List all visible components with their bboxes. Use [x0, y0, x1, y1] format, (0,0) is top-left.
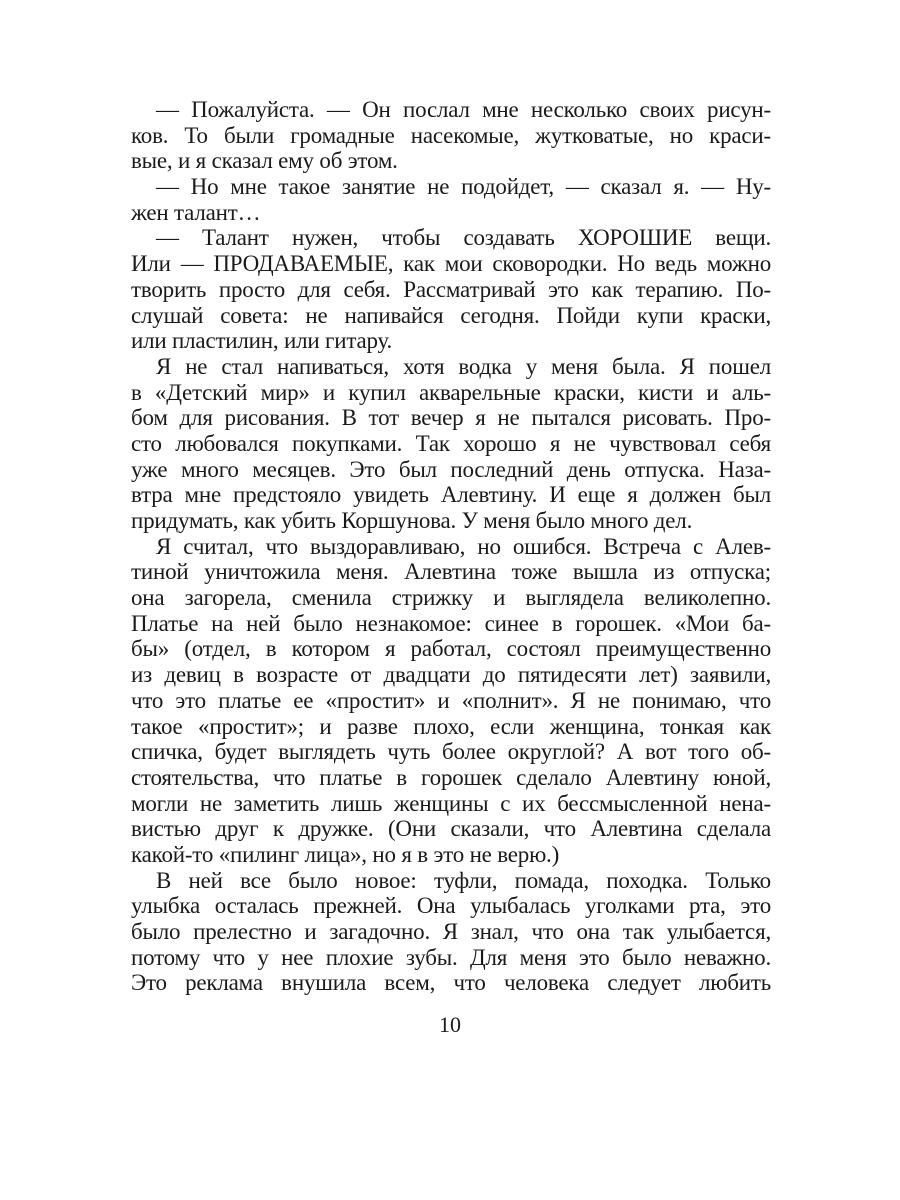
text-line: ков. То были громадные насекомые, жутковатые, но краси- [131, 122, 771, 148]
text-line: тиной уничтожила меня. Алевтина тоже вышла из отпуска; [131, 559, 771, 585]
text-line: Я не стал напиваться, хотя водка у меня была. Я пошел [156, 353, 771, 379]
text-line: было прелестно и загадочно. Я знал, что она так улыбается, [131, 919, 771, 944]
text-line: слушай совета: не напивайся сегодня. Пойди купи краски, [131, 302, 771, 328]
text-line: она загорела, сменила стрижку и выглядела великолепно. [131, 585, 771, 611]
text-line: сто любовался покупками. Так хорошо я не чувствовал себя [131, 430, 771, 456]
text-line: бом для рисования. В тот вечер я не пытался рисовать. Про- [131, 405, 771, 431]
text-line: — Но мне такое занятие не подойдет, — сказал я. — Ну- [156, 174, 771, 200]
text-line: в «Детский мир» и купил акварельные краски, кисти и аль- [131, 379, 771, 405]
text-line: В ней все было новое: туфли, помада, походка. Только [156, 867, 771, 893]
text-line: спичка, будет выглядеть чуть более округлой? А вот того об- [131, 739, 771, 765]
text-line: такое «простит»; и разве плохо, если женщина, тонкая как [131, 713, 771, 739]
text-line: вые, и я сказал ему об этом. [131, 148, 398, 174]
text-line: вистью друг к дружке. (Они сказали, что Алевтина сделала [131, 816, 771, 842]
text-line: что это платье ее «простит» и «полнит». Я не понимаю, что [131, 687, 771, 713]
text-line: творить просто для себя. Рассматривай это как терапию. По- [131, 276, 771, 302]
text-line: из девиц в возрасте от двадцати до пятидесяти лет) заявили, [131, 662, 771, 688]
text-line: стоятельства, что платье в горошек сделало Алевтину юной, [131, 764, 771, 790]
text-line: жен талант… [131, 199, 261, 225]
page-body-text [131, 97, 771, 996]
text-line: Это реклама внушила всем, что человека следует любить [131, 970, 771, 996]
text-line: придумать, как убить Коршунова. У меня было много дел. [131, 508, 693, 533]
text-line: или пластилин, или гитару. [131, 328, 393, 354]
text-line: Я считал, что выздоравливаю, но ошибся. Встреча с Алев- [156, 533, 771, 559]
text-line: — Талант нужен, чтобы создавать ХОРОШИЕ вещи. [156, 225, 771, 251]
text-line: уже много месяцев. Это был последний день отпуска. Наза- [131, 456, 771, 482]
page-number: 10 [439, 1012, 461, 1037]
text-line: потому что у нее плохие зубы. Для меня это было неважно. [131, 944, 771, 970]
text-line: Платье на ней было незнакомое: синее в горошек. «Мои ба- [131, 610, 771, 636]
text-line: улыбка осталась прежней. Она улыбалась уголками рта, это [131, 893, 771, 919]
text-line: Или — ПРОДАВАЕМЫЕ, как мои сковородки. Но ведь можно [131, 251, 771, 277]
text-line: какой-то «пилинг лица», но я в это не верю.) [131, 841, 560, 867]
text-line: могли не заметить лишь женщины с их бессмысленной нена- [131, 790, 771, 816]
text-line: бы» (отдел, в котором я работал, состоял преимущественно [131, 636, 771, 662]
text-line: — Пожалуйста. — Он послал мне несколько своих рисун- [156, 97, 771, 122]
text-line: втра мне предстояло увидеть Алевтину. И еще я должен был [131, 482, 771, 508]
